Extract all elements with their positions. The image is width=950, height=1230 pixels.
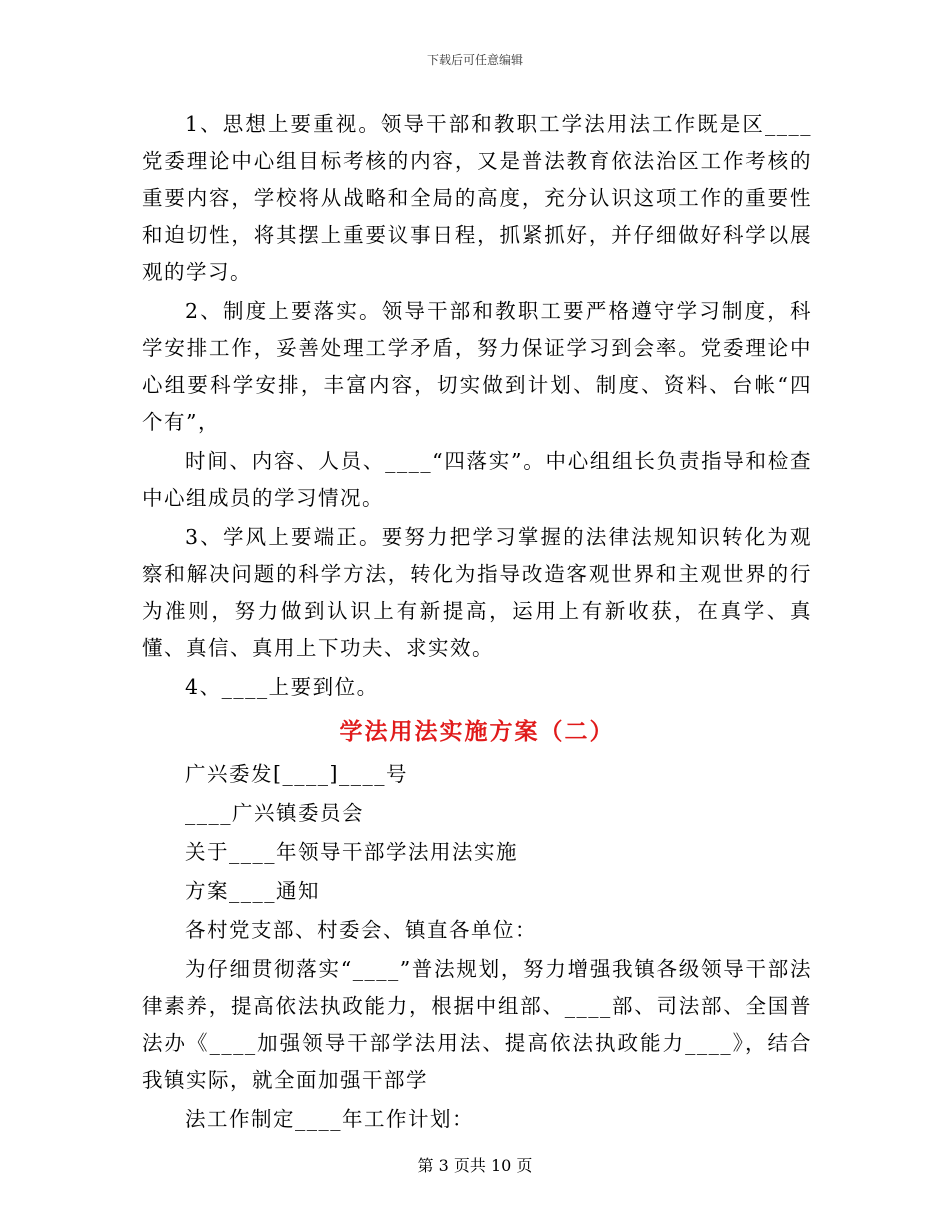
paragraph: 1、思想上要重视。领导干部和教职工学法用法工作既是区____党委理论中心组目标考核的内容，又是普法教育依法治区工作考核的重要内容，学校将从战略和全局的高度，充分认识这项工作的重要性和迫切性，将其摆上重要议事日程，抓紧抓好，并仔细做好科学以展观的学习。 (142, 112, 812, 284)
paragraph: 方案____通知 (185, 879, 321, 903)
paragraph: 4、____上要到位。 (185, 675, 379, 699)
section-two (142, 756, 812, 1138)
paragraph: ____广兴镇委员会 (185, 801, 365, 825)
page-header: 下载后可任意编辑 (426, 53, 523, 67)
paragraph: 3、学风上要端正。要努力把学习掌握的法律法规知识转化为观察和解决问题的科学方法，转化为指导改造客观世界和主观世界的行为准则，努力做到认识上有新提高，运用上有新收获，在真学、真懂、真信、真用上下功夫、求实效。 (142, 525, 812, 660)
page-number: 第 3 页共 10 页 (417, 1156, 533, 1175)
paragraph: 法工作制定____年工作计划： (185, 1107, 475, 1131)
paragraph: 2、制度上要落实。领导干部和教职工要严格遵守学习制度，科学安排工作，妥善处理工学矛盾，努力保证学习到会率。党委理论中心组要科学安排，丰富内容，切实做到计划、制度、资料、台帐“四个有”， (142, 299, 812, 434)
paragraph: 关于____年领导干部学法用法实施 (185, 840, 519, 864)
section-one (142, 106, 812, 706)
paragraph: 各村党支部、村委会、镇直各单位： (185, 918, 538, 942)
paragraph: 广兴委发[____]____号 (185, 762, 409, 786)
section-title: 学法用法实施方案（二） (339, 718, 615, 745)
document-body (142, 106, 812, 1140)
paragraph: 时间、内容、人员、____“四落实”。中心组组长负责指导和检查中心组成员的学习情况。 (142, 449, 812, 510)
paragraph: 为仔细贯彻落实“____”普法规划，努力增强我镇各级领导干部法律素养，提高依法执政能力，根据中组部、____部、司法部、全国普法办《____加强领导干部学法用法、提高依法执政能力____》，结合我镇实际，就全面加强干部学 (142, 957, 812, 1092)
